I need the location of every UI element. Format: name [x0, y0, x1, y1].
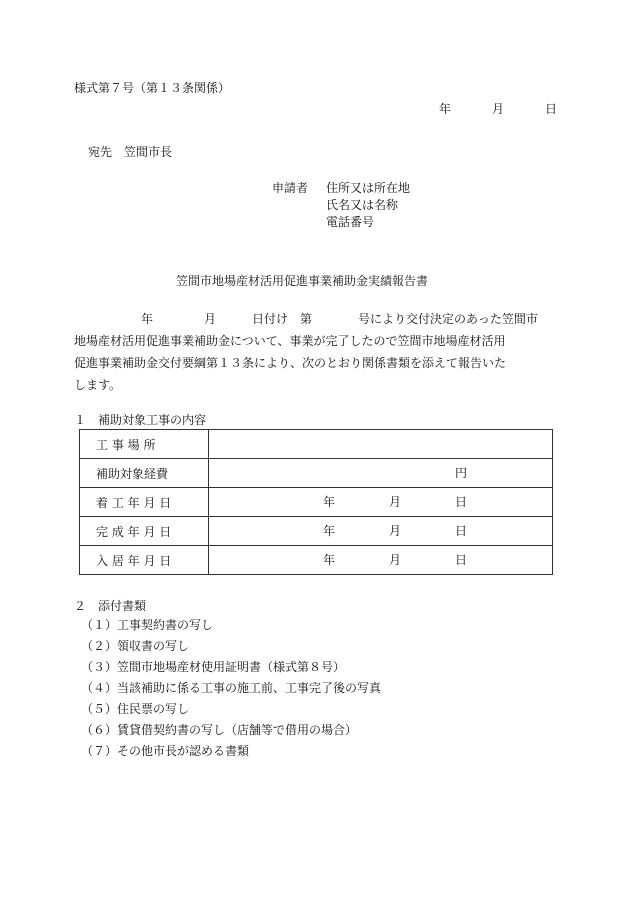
body-month: 月	[204, 312, 217, 326]
form-number: 様式第７号（第１３条関係）	[74, 81, 231, 95]
move-in-date-field[interactable]	[209, 546, 553, 575]
start-date-field[interactable]	[209, 488, 553, 517]
move-in-day: 日	[455, 553, 468, 567]
cost-field[interactable]	[209, 459, 553, 488]
row-label-move-in: 入 居 年 月 日	[80, 546, 209, 575]
body-dated: 日付け 第	[252, 312, 313, 326]
move-in-month: 月	[389, 553, 402, 567]
addressee: 宛先 笠間市長	[88, 145, 173, 159]
applicant-address-label: 住所又は所在地	[326, 181, 411, 195]
report-date-day: 日	[545, 102, 558, 116]
yen-unit: 円	[455, 466, 468, 480]
table-row	[80, 430, 553, 459]
table-row	[80, 546, 553, 575]
list-item: （５）住民票の写し	[81, 702, 190, 716]
row-label-site: 工 事 場 所	[80, 430, 209, 459]
table-row	[80, 459, 553, 488]
body-year: 年	[141, 312, 154, 326]
table-row	[80, 488, 553, 517]
start-month: 月	[389, 495, 402, 509]
body-line-4: します。	[74, 378, 122, 392]
applicant-name-label: 氏名又は名称	[326, 198, 399, 212]
start-day: 日	[455, 495, 468, 509]
completion-month: 月	[389, 524, 402, 538]
list-item: （３）笠間市地場産材使用証明書（様式第８号）	[81, 660, 346, 674]
report-date-year: 年	[439, 102, 452, 116]
row-label-cost: 補助対象経費	[80, 459, 209, 488]
start-year: 年	[323, 495, 336, 509]
completion-date-field[interactable]	[209, 517, 553, 546]
body-line-2: 地場産材活用促進事業補助金について、事業が完了したので笠間市地場産材活用	[74, 334, 506, 348]
completion-day: 日	[455, 524, 468, 538]
work-site-field[interactable]	[209, 430, 553, 459]
applicant-label: 申請者	[272, 181, 309, 195]
table-row	[80, 517, 553, 546]
document-title: 笠間市地場産材活用促進事業補助金実績報告書	[176, 274, 429, 288]
section1-heading: １ 補助対象工事の内容	[74, 413, 207, 427]
applicant-phone-label: 電話番号	[326, 215, 375, 229]
list-item: （２）領収書の写し	[81, 639, 190, 653]
list-item: （７）その他市長が認める書類	[81, 744, 250, 758]
body-rest: 号により交付決定のあった笠間市	[358, 312, 538, 326]
body-line-3: 促進事業補助金交付要綱第１３条により、次のとおり関係書類を添えて報告いた	[74, 356, 507, 370]
move-in-year: 年	[323, 553, 336, 567]
completion-year: 年	[323, 524, 336, 538]
work-details-table	[79, 429, 553, 575]
list-item: （６）賃貸借契約書の写し（店舗等で借用の場合）	[81, 723, 358, 737]
section2-heading: ２ 添付書類	[74, 599, 147, 613]
list-item: （１）工事契約書の写し	[81, 618, 214, 632]
row-label-completion: 完 成 年 月 日	[80, 517, 209, 546]
row-label-start: 着 工 年 月 日	[80, 488, 209, 517]
report-date-month: 月	[492, 102, 505, 116]
list-item: （４）当該補助に係る工事の施工前、工事完了後の写真	[81, 681, 382, 695]
